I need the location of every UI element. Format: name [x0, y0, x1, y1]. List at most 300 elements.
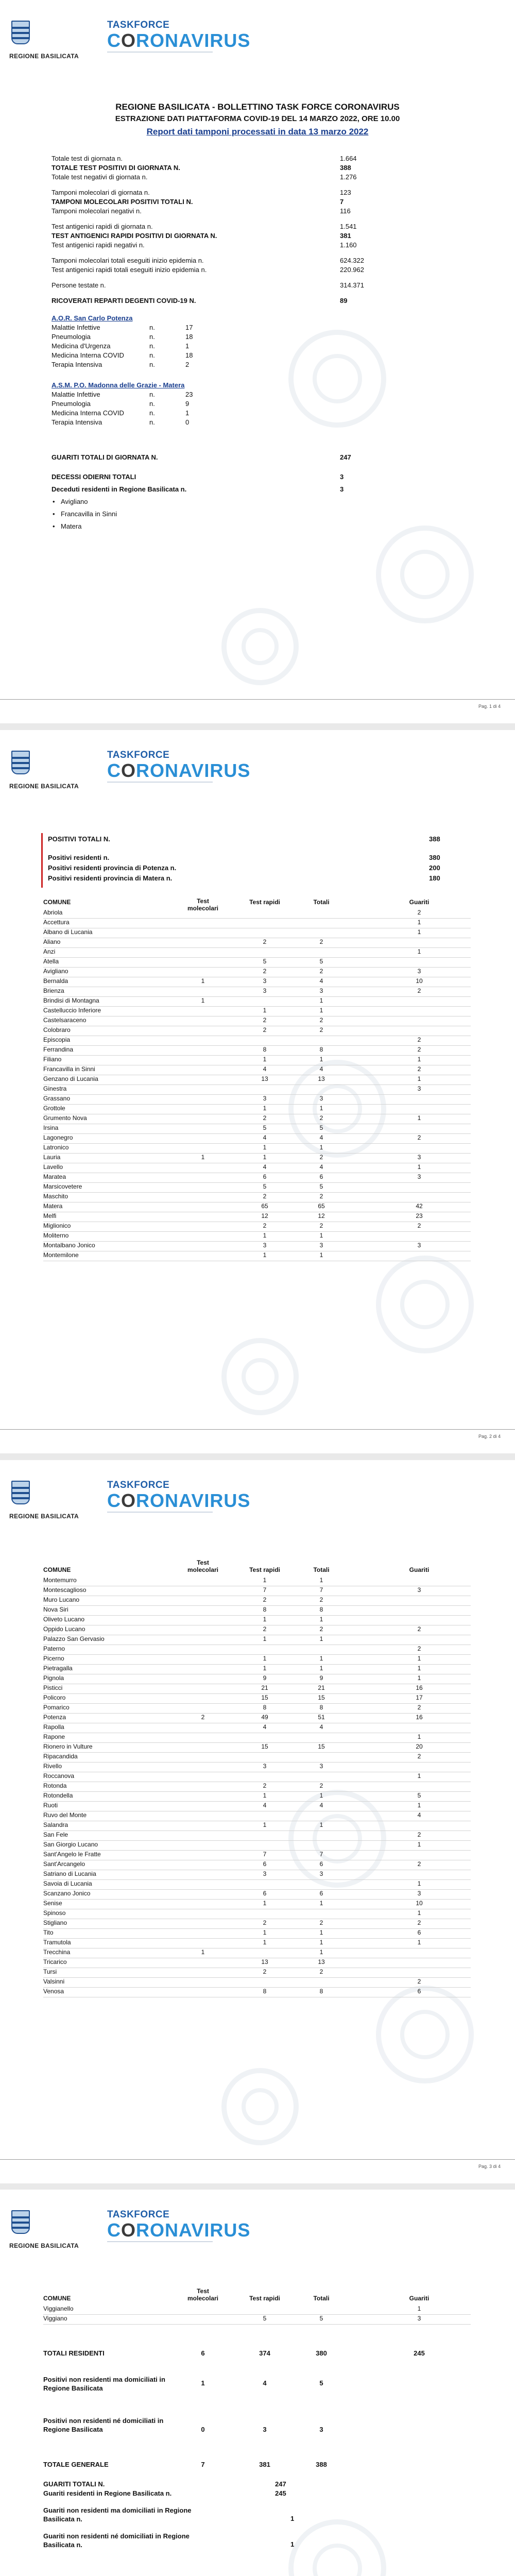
- comune-cell: Castelsaraceno: [43, 1016, 87, 1024]
- value-cell: 3: [263, 987, 267, 994]
- positives-residents-row: Positivi residenti n. 380: [48, 854, 440, 861]
- comune-cell: Roccanova: [43, 1772, 75, 1780]
- ward-row: Terapia Intensiva n. 0: [52, 418, 190, 426]
- table-row: [43, 928, 471, 938]
- comune-cell: Satriano di Lucania: [43, 1870, 96, 1877]
- table-row: [43, 1762, 471, 1772]
- region-crest-icon: [9, 751, 32, 779]
- value-cell: 3: [263, 1762, 267, 1770]
- comune-cell: Accettura: [43, 919, 70, 926]
- region-crest-icon: [9, 1481, 32, 1510]
- comune-cell: Rionero in Vulture: [43, 1743, 93, 1750]
- virus-watermark-icon: [221, 608, 299, 685]
- table-row: [43, 1714, 471, 1723]
- header-rule: [107, 782, 213, 783]
- table-row: [43, 1232, 471, 1242]
- value-cell: 21: [261, 1684, 268, 1691]
- deceased-place: • Francavilla in Sinni: [61, 510, 117, 518]
- table-row: [43, 1056, 471, 1065]
- value-cell: 3: [417, 2315, 421, 2322]
- comune-cell: Atella: [43, 958, 59, 965]
- value-cell: 2: [319, 1016, 323, 1024]
- table-row: [43, 1163, 471, 1173]
- value-cell: 2: [417, 1753, 421, 1760]
- value-cell: 1: [319, 1792, 323, 1799]
- table-row: [43, 1968, 471, 1978]
- page-1: [0, 0, 515, 723]
- value-cell: 10: [416, 977, 423, 985]
- value-cell: 8: [319, 1606, 323, 1613]
- value-cell: 1: [263, 1929, 267, 1936]
- region-label: REGIONE BASILICATA: [9, 1513, 79, 1520]
- header: [9, 745, 251, 797]
- header: [9, 2205, 251, 2257]
- value-cell: 2: [319, 1782, 323, 1789]
- value-cell: 7: [319, 1851, 323, 1858]
- value-cell: 1: [263, 1577, 267, 1584]
- table-row: [43, 1860, 471, 1870]
- comune-cell: Abriola: [43, 909, 63, 916]
- guariti-domiciliati-row: Guariti non residenti ma domiciliati in Regione Basilicata n. 1: [43, 2506, 295, 2523]
- summary-row: TEST ANTIGENICI RAPIDI POSITIVI DI GIORNATA N. 381: [52, 232, 351, 240]
- comune-cell: Rapolla: [43, 1723, 64, 1731]
- table-row: [43, 948, 471, 958]
- footer-rule: [0, 1429, 515, 1430]
- value-cell: 8: [319, 1988, 323, 1995]
- table-row: [43, 1212, 471, 1222]
- virus-watermark-icon: [221, 1338, 299, 1415]
- totali-residenti-row: TOTALI RESIDENTI 6 374 380 245: [43, 2349, 425, 2357]
- value-cell: 5: [263, 1124, 267, 1131]
- value-cell: 3: [417, 1085, 421, 1092]
- table-row: [43, 1958, 471, 1968]
- table-row: [43, 1978, 471, 1988]
- positives-total-row: POSITIVI TOTALI N. 388: [48, 835, 440, 843]
- table-row: [43, 1075, 471, 1085]
- comune-cell: Spinoso: [43, 1909, 66, 1917]
- value-cell: 13: [318, 1075, 325, 1082]
- value-cell: 2: [263, 1016, 267, 1024]
- comune-cell: Grassano: [43, 1095, 71, 1102]
- comune-cell: Anzi: [43, 948, 56, 955]
- value-cell: 1: [263, 1900, 267, 1907]
- value-cell: 5: [319, 1124, 323, 1131]
- table-row: [43, 1085, 471, 1095]
- value-cell: 15: [318, 1743, 325, 1750]
- table-row: [43, 1811, 471, 1821]
- virus-watermark-icon: [376, 1256, 474, 1353]
- table-row: [43, 1242, 471, 1251]
- header-rule: [107, 52, 213, 53]
- comune-cell: Lavello: [43, 1163, 63, 1171]
- value-cell: 5: [263, 2315, 267, 2322]
- comune-cell: Pisticci: [43, 1684, 63, 1691]
- comune-cell: Tito: [43, 1929, 54, 1936]
- table-row: [43, 1193, 471, 1202]
- guariti-non-domiciliati-row: Guariti non residenti né domiciliati in Regione Basilicata n. 1: [43, 2532, 295, 2549]
- table-row: [43, 2305, 471, 2315]
- comune-cell: Irsina: [43, 1124, 59, 1131]
- table-row: [43, 1173, 471, 1183]
- header: [9, 15, 251, 67]
- table-header: [43, 1559, 471, 1574]
- value-cell: 5: [417, 1792, 421, 1799]
- ward-row: Malattie Infettive n. 17: [52, 324, 193, 331]
- value-cell: 2: [417, 1645, 421, 1652]
- value-cell: 1: [319, 1007, 323, 1014]
- value-cell: 1: [263, 1105, 267, 1112]
- value-cell: 6: [417, 1988, 421, 1995]
- deceduti-row: Deceduti residenti in Regione Basilicata n. 3: [52, 485, 344, 493]
- value-cell: 4: [319, 1723, 323, 1731]
- value-cell: 6: [319, 1860, 323, 1868]
- table-row: [43, 1919, 471, 1929]
- value-cell: 2: [417, 1134, 421, 1141]
- summary-row: TOTALE TEST POSITIVI DI GIORNATA N. 388: [52, 164, 351, 172]
- positives-matera-row: Positivi residenti provincia di Matera n. 180: [48, 874, 440, 882]
- comune-cell: Grottole: [43, 1105, 65, 1112]
- value-cell: 2: [417, 1831, 421, 1838]
- comune-cell: Pomarico: [43, 1704, 70, 1711]
- non-residenti-domiciliati-row: Positivi non residenti ma domiciliati in Regione Basilicata 1 4 5: [43, 2376, 323, 2392]
- value-cell: 15: [261, 1694, 268, 1701]
- table-row: [43, 1645, 471, 1655]
- value-cell: 2: [319, 938, 323, 945]
- page-2: [0, 730, 515, 1453]
- value-cell: 1: [319, 1665, 323, 1672]
- value-cell: 1: [319, 1144, 323, 1151]
- value-cell: 6: [263, 1890, 267, 1897]
- table-row: [43, 1625, 471, 1635]
- value-cell: 1: [417, 1655, 421, 1662]
- value-cell: 2: [319, 1596, 323, 1603]
- value-cell: 1: [319, 1105, 323, 1112]
- value-cell: 2: [263, 1968, 267, 1975]
- value-cell: 2: [319, 1222, 323, 1229]
- value-cell: 1: [201, 1948, 205, 1956]
- comune-cell: Oppido Lucano: [43, 1625, 85, 1633]
- value-cell: 2: [319, 968, 323, 975]
- comune-cell: Avigliano: [43, 968, 68, 975]
- table-row: [43, 1665, 471, 1674]
- table-row: [43, 1616, 471, 1625]
- value-cell: 2: [417, 1625, 421, 1633]
- comune-cell: Senise: [43, 1900, 62, 1907]
- table-row: [43, 1684, 471, 1694]
- value-cell: 5: [319, 2315, 323, 2322]
- comune-cell: Albano di Lucania: [43, 928, 93, 936]
- table-row: [43, 987, 471, 997]
- table-row: [43, 1105, 471, 1114]
- value-cell: 4: [319, 1163, 323, 1171]
- value-cell: 2: [263, 1026, 267, 1033]
- value-cell: 1: [319, 1939, 323, 1946]
- table-row: [43, 1095, 471, 1105]
- value-cell: 5: [263, 958, 267, 965]
- value-cell: 1: [417, 1909, 421, 1917]
- value-cell: 1: [263, 1616, 267, 1623]
- value-cell: 1: [417, 1674, 421, 1682]
- table-row: [43, 1841, 471, 1851]
- logo-taskforce: TASKFORCE: [107, 750, 170, 760]
- value-cell: 1: [417, 1163, 421, 1171]
- value-cell: 1: [417, 1056, 421, 1063]
- value-cell: 13: [261, 1075, 268, 1082]
- column-header: Guariti: [409, 899, 430, 906]
- comune-cell: Viggiano: [43, 2315, 67, 2322]
- table-row: [43, 977, 471, 987]
- value-cell: 4: [319, 1134, 323, 1141]
- value-cell: 13: [318, 1958, 325, 1965]
- guariti-totali-row: GUARITI TOTALI N. 247: [43, 2480, 286, 2488]
- value-cell: 1: [417, 1733, 421, 1740]
- value-cell: 1: [319, 1821, 323, 1828]
- comune-cell: Ripacandida: [43, 1753, 78, 1760]
- comune-cell: Latronico: [43, 1144, 69, 1151]
- value-cell: 2: [417, 987, 421, 994]
- value-cell: 2: [263, 1114, 267, 1122]
- column-header: Totali: [313, 899, 330, 906]
- table-row: [43, 1635, 471, 1645]
- value-cell: 1: [319, 1251, 323, 1259]
- comune-cell: Rivello: [43, 1762, 62, 1770]
- comune-cell: Brindisi di Montagna: [43, 997, 99, 1004]
- value-cell: 1: [263, 1154, 267, 1161]
- table-row: [43, 1154, 471, 1163]
- virus-watermark-icon: [376, 1986, 474, 2083]
- table-row: [43, 1890, 471, 1900]
- value-cell: 1: [417, 919, 421, 926]
- comune-cell: Ruoti: [43, 1802, 58, 1809]
- value-cell: 3: [417, 968, 421, 975]
- comune-cell: Stigliano: [43, 1919, 67, 1926]
- comune-cell: Pietragalla: [43, 1665, 73, 1672]
- value-cell: 1: [417, 928, 421, 936]
- value-cell: 15: [318, 1694, 325, 1701]
- comune-cell: Ginestra: [43, 1085, 67, 1092]
- value-cell: 2: [417, 1919, 421, 1926]
- value-cell: 1: [263, 1635, 267, 1642]
- value-cell: 12: [261, 1212, 268, 1219]
- value-cell: 2: [417, 1978, 421, 1985]
- comune-cell: Melfi: [43, 1212, 57, 1219]
- value-cell: 1: [263, 1821, 267, 1828]
- value-cell: 1: [319, 1900, 323, 1907]
- column-header: Totali: [313, 1566, 330, 1573]
- table-row: [43, 919, 471, 928]
- value-cell: 1: [417, 1665, 421, 1672]
- table-row: [43, 1900, 471, 1909]
- value-cell: 6: [263, 1860, 267, 1868]
- table-row: [43, 938, 471, 948]
- summary-row: RICOVERATI REPARTI DEGENTI COVID-19 N. 89: [52, 297, 348, 304]
- header-rule: [107, 2241, 213, 2242]
- table-row: [43, 1802, 471, 1811]
- value-cell: 42: [416, 1202, 423, 1210]
- table-row: [43, 1821, 471, 1831]
- footer-rule: [0, 2159, 515, 2160]
- value-cell: 1: [201, 977, 205, 985]
- comune-cell: Palazzo San Gervasio: [43, 1635, 105, 1642]
- summary-row: Tamponi molecolari negativi n. 116: [52, 207, 351, 215]
- value-cell: 4: [319, 977, 323, 985]
- value-cell: 3: [417, 1586, 421, 1594]
- value-cell: 65: [261, 1202, 268, 1210]
- value-cell: 3: [263, 1095, 267, 1102]
- table-row: [43, 1694, 471, 1704]
- comune-cell: Policoro: [43, 1694, 66, 1701]
- value-cell: 1: [319, 997, 323, 1004]
- table-row: [43, 1723, 471, 1733]
- value-cell: 3: [263, 977, 267, 985]
- comune-cell: Valsinni: [43, 1978, 65, 1985]
- table-row: [43, 1939, 471, 1948]
- column-header: Guariti: [409, 1566, 430, 1573]
- table-row: [43, 1596, 471, 1606]
- comune-cell: Francavilla in Sinni: [43, 1065, 95, 1073]
- guariti-residenti-row: Guariti residenti in Regione Basilicata n. 245: [43, 2489, 286, 2497]
- page-number: Pag. 1 di 4: [478, 704, 501, 709]
- comune-cell: Matera: [43, 1202, 63, 1210]
- table-row: [43, 1674, 471, 1684]
- value-cell: 2: [201, 1714, 205, 1721]
- comune-cell: Episcopia: [43, 1036, 71, 1043]
- table-row: [43, 1704, 471, 1714]
- report-title: Report dati tamponi processati in data 13 marzo 2022: [146, 127, 369, 137]
- value-cell: 3: [319, 1870, 323, 1877]
- region-label: REGIONE BASILICATA: [9, 53, 79, 60]
- value-cell: 2: [263, 1222, 267, 1229]
- value-cell: 12: [318, 1212, 325, 1219]
- value-cell: 5: [319, 1183, 323, 1190]
- table-row: [43, 1743, 471, 1753]
- value-cell: 7: [263, 1851, 267, 1858]
- comune-cell: Aliano: [43, 938, 61, 945]
- table-row: [43, 1851, 471, 1860]
- value-cell: 2: [417, 1704, 421, 1711]
- comune-cell: Montescaglioso: [43, 1586, 87, 1594]
- table-row: [43, 1792, 471, 1802]
- comune-cell: Scanzano Jonico: [43, 1890, 91, 1897]
- deceased-place: • Matera: [61, 522, 81, 530]
- table-row: [43, 1948, 471, 1958]
- table-row: [43, 1007, 471, 1016]
- ward-row: Medicina d'Urgenza n. 1: [52, 342, 190, 350]
- value-cell: 3: [417, 1242, 421, 1249]
- value-cell: 1: [319, 1056, 323, 1063]
- value-cell: 4: [263, 1723, 267, 1731]
- value-cell: 3: [319, 1095, 323, 1102]
- value-cell: 6: [263, 1173, 267, 1180]
- table-row: [43, 1222, 471, 1232]
- page-number: Pag. 3 di 4: [478, 2164, 501, 2169]
- value-cell: 2: [263, 968, 267, 975]
- table-row: [43, 997, 471, 1007]
- column-header: COMUNE: [43, 1566, 71, 1573]
- comune-cell: San Fele: [43, 1831, 68, 1838]
- column-header: Test rapidi: [249, 899, 280, 906]
- summary-row: Test antigenici rapidi negativi n. 1.160: [52, 241, 357, 249]
- value-cell: 5: [319, 958, 323, 965]
- value-cell: 2: [417, 1046, 421, 1053]
- table-row: [43, 1880, 471, 1890]
- comune-cell: Maratea: [43, 1173, 66, 1180]
- value-cell: 3: [263, 1870, 267, 1877]
- virus-watermark-icon: [221, 2068, 299, 2145]
- value-cell: 8: [263, 1988, 267, 1995]
- summary-row: Persone testate n. 314.371: [52, 281, 364, 289]
- comune-cell: Brienza: [43, 987, 64, 994]
- value-cell: 1: [417, 1802, 421, 1809]
- value-cell: 1: [201, 997, 205, 1004]
- value-cell: 1: [263, 1665, 267, 1672]
- comune-cell: Castelluccio Inferiore: [43, 1007, 101, 1014]
- decessi-row: DECESSI ODIERNI TOTALI 3: [52, 473, 344, 481]
- table-row: [43, 1586, 471, 1596]
- comune-cell: Picerno: [43, 1655, 64, 1662]
- value-cell: 51: [318, 1714, 325, 1721]
- value-cell: 10: [416, 1900, 423, 1907]
- value-cell: 4: [263, 1802, 267, 1809]
- table-row: [43, 1134, 471, 1144]
- value-cell: 3: [417, 1154, 421, 1161]
- header-rule: [107, 1512, 213, 1513]
- value-cell: 9: [319, 1674, 323, 1682]
- value-cell: 2: [263, 1596, 267, 1603]
- value-cell: 2: [263, 1625, 267, 1633]
- bulletin-title: REGIONE BASILICATA - BOLLETTINO TASK FORCE CORONAVIRUS: [115, 102, 400, 112]
- summary-row: Totale test di giornata n. 1.664: [52, 155, 357, 162]
- comune-cell: Sant'Arcangelo: [43, 1860, 85, 1868]
- value-cell: 1: [319, 1232, 323, 1239]
- value-cell: 1: [417, 1939, 421, 1946]
- logo-coronavirus: CORONAVIRUS: [107, 1490, 251, 1511]
- page-4: [0, 2190, 515, 2576]
- bulletin-subtitle: ESTRAZIONE DATI PIATTAFORMA COVID-19 DEL 14 MARZO 2022, ORE 10.00: [115, 114, 400, 123]
- table-row: [43, 1016, 471, 1026]
- comune-cell: Nova Siri: [43, 1606, 68, 1613]
- summary-row: Test antigenici rapidi totali eseguiti inizio epidemia n. 220.962: [52, 266, 364, 274]
- table-row: [43, 1065, 471, 1075]
- value-cell: 23: [416, 1212, 423, 1219]
- value-cell: 8: [263, 1046, 267, 1053]
- logo-taskforce: TASKFORCE: [107, 2209, 170, 2220]
- positives-potenza-row: Positivi residenti provincia di Potenza n. 200: [48, 864, 440, 872]
- comune-cell: Rotonda: [43, 1782, 67, 1789]
- comune-cell: San Giorgio Lucano: [43, 1841, 98, 1848]
- value-cell: 1: [319, 1635, 323, 1642]
- table-row: [43, 968, 471, 977]
- value-cell: 17: [416, 1694, 423, 1701]
- value-cell: 1: [319, 1616, 323, 1623]
- value-cell: 1: [417, 1880, 421, 1887]
- table-row: [43, 1183, 471, 1193]
- region-crest-icon: [9, 2210, 32, 2239]
- table-header: [43, 897, 471, 912]
- value-cell: 6: [319, 1890, 323, 1897]
- table-row: [43, 1831, 471, 1841]
- value-cell: 2: [263, 1919, 267, 1926]
- column-header: Test rapidi: [249, 2295, 280, 2302]
- comune-cell: Lagonegro: [43, 1134, 73, 1141]
- comune-cell: Moliterno: [43, 1232, 69, 1239]
- region-label: REGIONE BASILICATA: [9, 783, 79, 790]
- hospital-1-title: A.O.R. San Carlo Potenza: [52, 314, 133, 322]
- comune-cell: Grumento Nova: [43, 1114, 87, 1122]
- value-cell: 4: [263, 1163, 267, 1171]
- value-cell: 3: [417, 1890, 421, 1897]
- value-cell: 2: [319, 1625, 323, 1633]
